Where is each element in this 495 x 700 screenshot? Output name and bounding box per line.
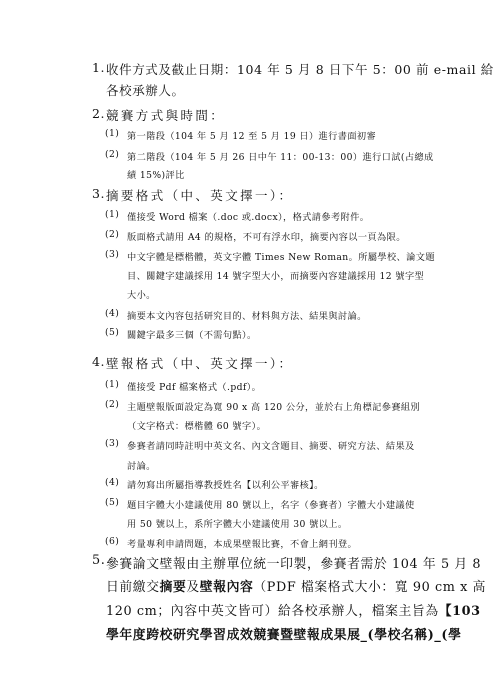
item-number: (1) bbox=[105, 379, 120, 390]
section-number: 5. bbox=[92, 553, 106, 568]
item-number: (2) bbox=[105, 399, 120, 410]
item-number: (2) bbox=[105, 149, 120, 160]
section-number: 1. bbox=[92, 60, 106, 75]
item-text: 第一階段（104 年 5 月 12 至 5 月 19 日）進行書面初審 bbox=[127, 131, 377, 142]
item-number: (2) bbox=[105, 229, 120, 240]
section-text-line: 120 cm；內容中英文皆可）給各校承辦人，檔案主旨為【103 bbox=[106, 604, 481, 619]
item-text: 用 50 號以上，系所字體大小建議使用 30 號以上。 bbox=[127, 519, 348, 530]
bold-subject-start: 【103 bbox=[438, 604, 481, 619]
item-number: (1) bbox=[105, 209, 120, 220]
item-text: 僅接受 Pdf 檔案格式（.pdf）。 bbox=[127, 382, 262, 393]
bold-poster-content: 壁報內容 bbox=[199, 580, 254, 595]
item-number: (4) bbox=[105, 477, 120, 488]
bold-abstract: 摘要 bbox=[159, 580, 187, 595]
item-number: (3) bbox=[105, 249, 120, 260]
section-text-line: 各校承辦人。 bbox=[106, 83, 185, 98]
section-number: 3. bbox=[92, 186, 106, 201]
section-number: 4. bbox=[92, 354, 106, 369]
item-text: 中文字體是標楷體，英文字體 Times New Roman。所屬學校、論文題 bbox=[127, 252, 435, 263]
item-text: 摘要本文內容包括研究目的、材料與方法、結果與討論。 bbox=[127, 311, 367, 322]
item-text: 僅接受 Word 檔案（.doc 或.docx），格式請參考附件。 bbox=[127, 212, 370, 223]
item-text: 請勿寫出所屬指導教授姓名【以利公平審核】。 bbox=[127, 480, 324, 491]
item-text: （文字格式：標楷體 60 號字）。 bbox=[127, 421, 267, 432]
item-text: 題目字體大小建議使用 80 號以上，名字（參賽者）字體大小建議使 bbox=[127, 500, 415, 511]
section-text-line: 參賽論文壁報由主辦單位統一印製，參賽者需於 104 年 5 月 8 bbox=[106, 557, 482, 572]
section-text-line: 學年度跨校研究學習成效競賽暨壁報成果展_(學校名稱)_(學 bbox=[106, 628, 462, 643]
item-number: (1) bbox=[105, 128, 120, 139]
item-number: (5) bbox=[105, 497, 120, 508]
item-text: 參賽者請同時註明中英文名、內文含題目、摘要、研究方法、結果及 bbox=[127, 441, 415, 452]
item-text: 績 15%)評比 bbox=[127, 170, 185, 181]
item-text: 關鍵字最多三個（不需句點）。 bbox=[127, 330, 257, 341]
section-number: 2. bbox=[92, 106, 106, 121]
item-number: (6) bbox=[105, 536, 120, 547]
item-number: (4) bbox=[105, 308, 120, 319]
item-text: 第二階段（104 年 5 月 26 日中午 11：00-13：00）進行口試(占總成 bbox=[127, 152, 434, 163]
item-text: 考量專利申請問題，本成果壁報比賽，不會上網刊登。 bbox=[127, 539, 358, 550]
item-number: (3) bbox=[105, 438, 120, 449]
section-text-line: 日前繳交摘要及壁報內容（PDF 檔案格式大小：寬 90 cm x 高 bbox=[106, 580, 487, 595]
section-title: 壁報格式（中、英文擇一）： bbox=[106, 356, 294, 371]
section-text-line: 收件方式及截止日期：104 年 5 月 8 日下午 5：00 前 e-mail 給 bbox=[106, 62, 494, 77]
section-title: 摘要格式（中、英文擇一）： bbox=[106, 188, 294, 203]
item-number: (5) bbox=[105, 327, 120, 338]
section-title: 競賽方式與時間： bbox=[106, 108, 226, 123]
item-text: 大小。 bbox=[127, 290, 156, 301]
item-text: 主題壁報版面設定為寬 90 x 高 120 公分，並於右上角標記參賽組別 bbox=[127, 402, 421, 413]
item-text: 討論。 bbox=[127, 461, 156, 472]
item-text: 目、關鍵字建議採用 14 號字型大小，而摘要內容建議採用 12 號字型 bbox=[127, 271, 425, 282]
item-text: 版面格式請用 A4 的規格，不可有浮水印，摘要內容以一頁為限。 bbox=[127, 232, 406, 243]
